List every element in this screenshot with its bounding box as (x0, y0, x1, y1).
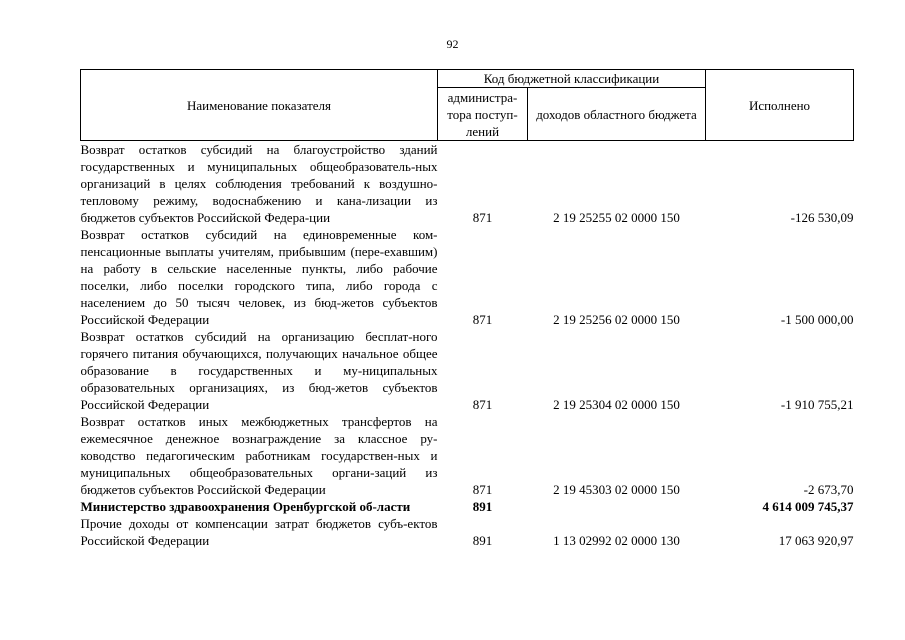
indicator-name-cell: Возврат остатков иных межбюджетных трансфертов на ежемесячное денежное вознаграждение за классное ру-ководство педагогическим работникам государствен-ных и муниципальных общеобразовательных органи-заций из бюджетов субъектов Российской Федерации (80, 414, 438, 497)
executed-amount-cell: -2 673,70 (803, 482, 854, 497)
indicator-name-cell: Возврат остатков субсидий на единовременные ком-пенсационные выплаты учителям, прибывшим (пере-ехавшим) на работу в сельские населенные пункты, либо рабочие поселки, либо поселки городского типа, либо города с населением до 50 тысяч человек, из бюд-жетов субъектов Российской Федерации (80, 227, 438, 327)
table-row (81, 413, 854, 498)
budget-income-code-cell: 2 19 45303 02 0000 150 (553, 482, 680, 497)
table-body (81, 141, 854, 550)
administrator-code-cell: 871 (472, 312, 493, 327)
budget-income-code-cell: 2 19 25256 02 0000 150 (553, 312, 680, 327)
header-regional-budget-income: доходов областного бюджета (528, 88, 706, 141)
indicator-name-cell: Прочие доходы от компенсации затрат бюджетов субъ-ектов Российской Федерации (80, 516, 438, 548)
indicator-name-cell: Возврат остатков субсидий на организацию бесплат-ного горячего питания обучающихся, получающих начальное общее образование в государственных и му-ниципальных образовательных организациях, из бюд-жетов субъектов Российской Федерации (80, 329, 438, 412)
table-header (81, 70, 854, 141)
executed-amount-cell: 4 614 009 745,37 (762, 499, 854, 514)
administrator-code-cell: 871 (472, 482, 493, 497)
budget-execution-table (80, 69, 854, 549)
table-row (81, 498, 854, 515)
page-number: 92 (446, 37, 459, 51)
table-row (81, 515, 854, 549)
header-revenue-administrator: администра-тора поступ-лений (438, 88, 528, 141)
administrator-code-cell: 891 (472, 533, 493, 548)
table-row (81, 328, 854, 413)
executed-amount-cell: 17 063 920,97 (778, 533, 854, 548)
table-row (81, 226, 854, 328)
administrator-code-cell: 871 (472, 397, 493, 412)
indicator-name-cell: Возврат остатков субсидий на благоустройство зданий государственных и муниципальных общеобразователь-ных организаций в целях соблюдения требований к воздушно-тепловому режиму, водоснабжению и кана-лизации из бюджетов субъектов Российской Федера-ции (80, 142, 438, 225)
budget-income-code-cell: 2 19 25255 02 0000 150 (553, 210, 680, 225)
administrator-code-cell: 891 (472, 499, 493, 514)
budget-income-code-cell: 1 13 02992 02 0000 130 (553, 533, 680, 548)
header-indicator-name: Наименование показателя (81, 70, 438, 141)
budget-income-code-cell (528, 498, 706, 515)
budget-income-code-cell: 2 19 25304 02 0000 150 (553, 397, 680, 412)
executed-amount-cell: -1 500 000,00 (780, 312, 854, 327)
executed-amount-cell: -126 530,09 (790, 210, 854, 225)
indicator-name-cell: Министерство здравоохранения Оренбургской об-ласти (80, 499, 411, 514)
executed-amount-cell: -1 910 755,21 (780, 397, 854, 412)
table-row (81, 141, 854, 227)
administrator-code-cell: 871 (472, 210, 493, 225)
header-classification-code: Код бюджетной классификации (438, 70, 706, 88)
header-executed: Исполнено (706, 70, 854, 141)
